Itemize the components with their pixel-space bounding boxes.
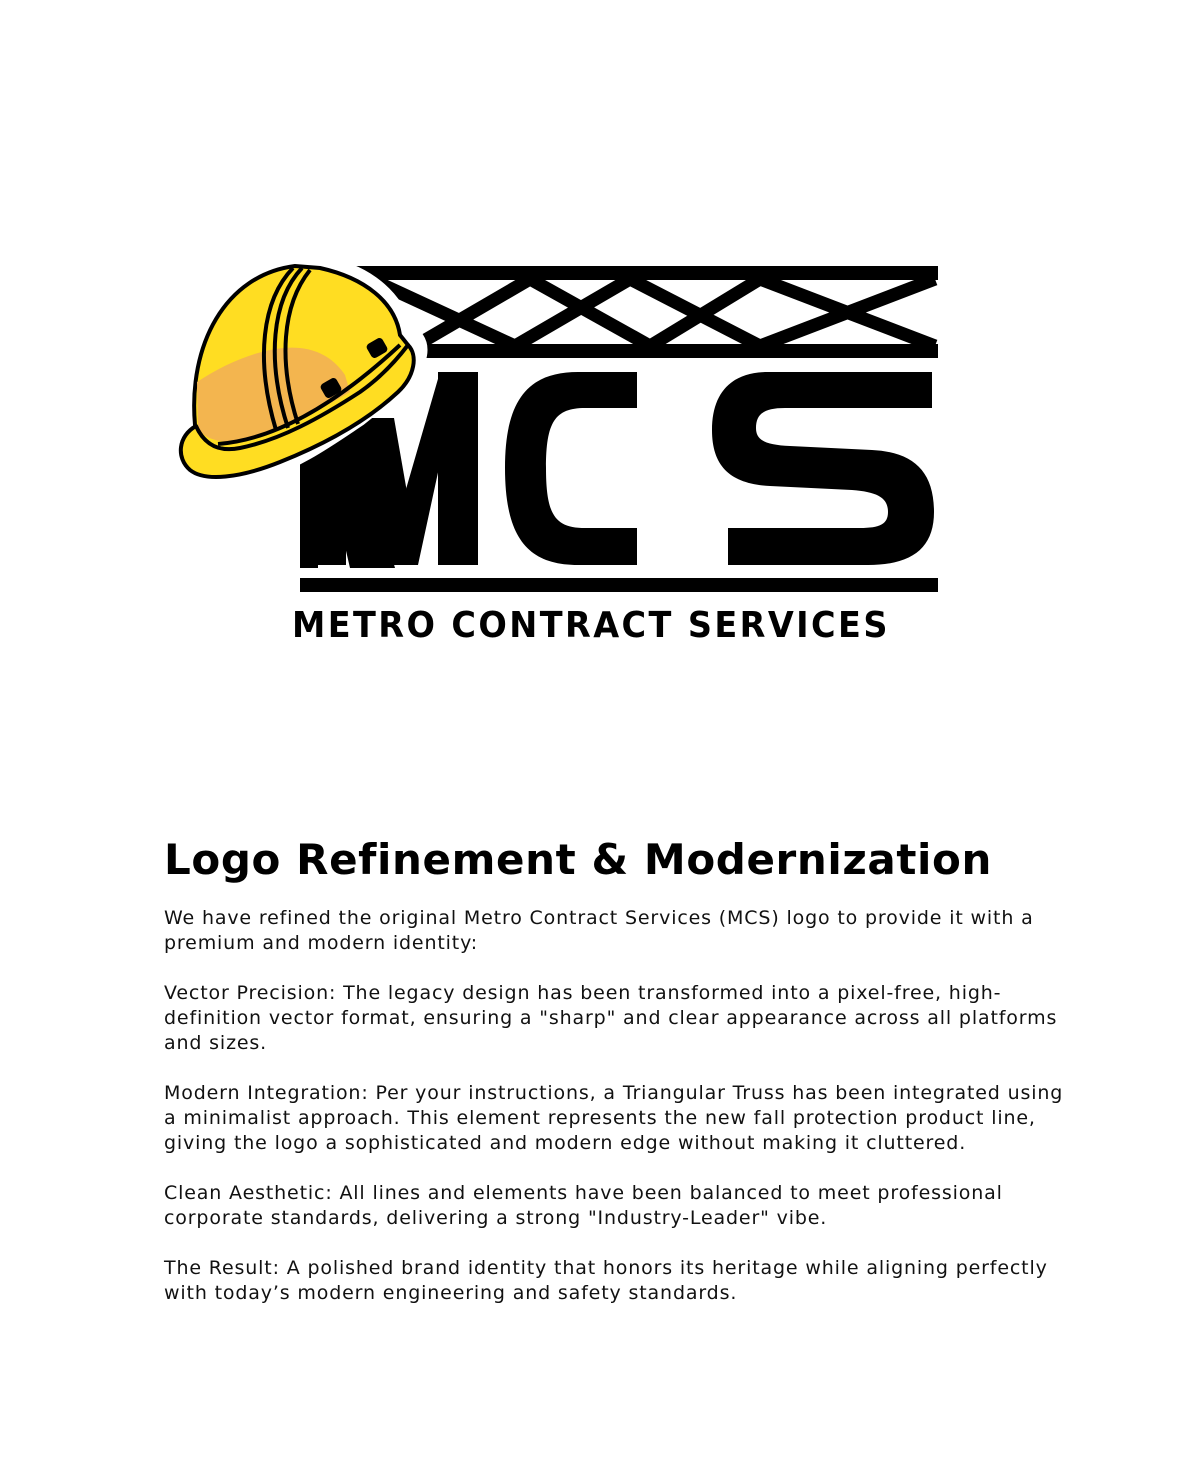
mcs-logo bbox=[0, 0, 1201, 700]
logo-tagline: METRO CONTRACT SERVICES bbox=[292, 605, 890, 646]
vector-precision-paragraph: Vector Precision: The legacy design has been transformed into a pixel-free, high-definition vector format, ensuring a "sharp" and clear appearance across all platforms and sizes. bbox=[164, 982, 1058, 1054]
clean-aesthetic-paragraph: Clean Aesthetic: All lines and elements have been balanced to meet professional corporate standards, delivering a strong "Industry-Leader" vibe. bbox=[164, 1182, 1003, 1229]
modern-integration-paragraph: Modern Integration: Per your instructions, a Triangular Truss has been integrated using a minimalist approach. This element represents the new fall protection product line, giving the logo a sophisticated and modern edge without making it cluttered. bbox=[164, 1082, 1064, 1154]
intro-paragraph: We have refined the original Metro Contract Services (MCS) logo to provide it with a premium and modern identity: bbox=[164, 907, 1034, 954]
page-title: Logo Refinement & Modernization bbox=[164, 835, 992, 884]
result-paragraph: The Result: A polished brand identity that honors its heritage while aligning perfectly with today’s modern engineering and safety standards. bbox=[164, 1257, 1048, 1304]
mcs-monogram bbox=[300, 372, 938, 592]
description-section bbox=[164, 834, 1074, 1306]
truss-icon bbox=[345, 266, 938, 358]
